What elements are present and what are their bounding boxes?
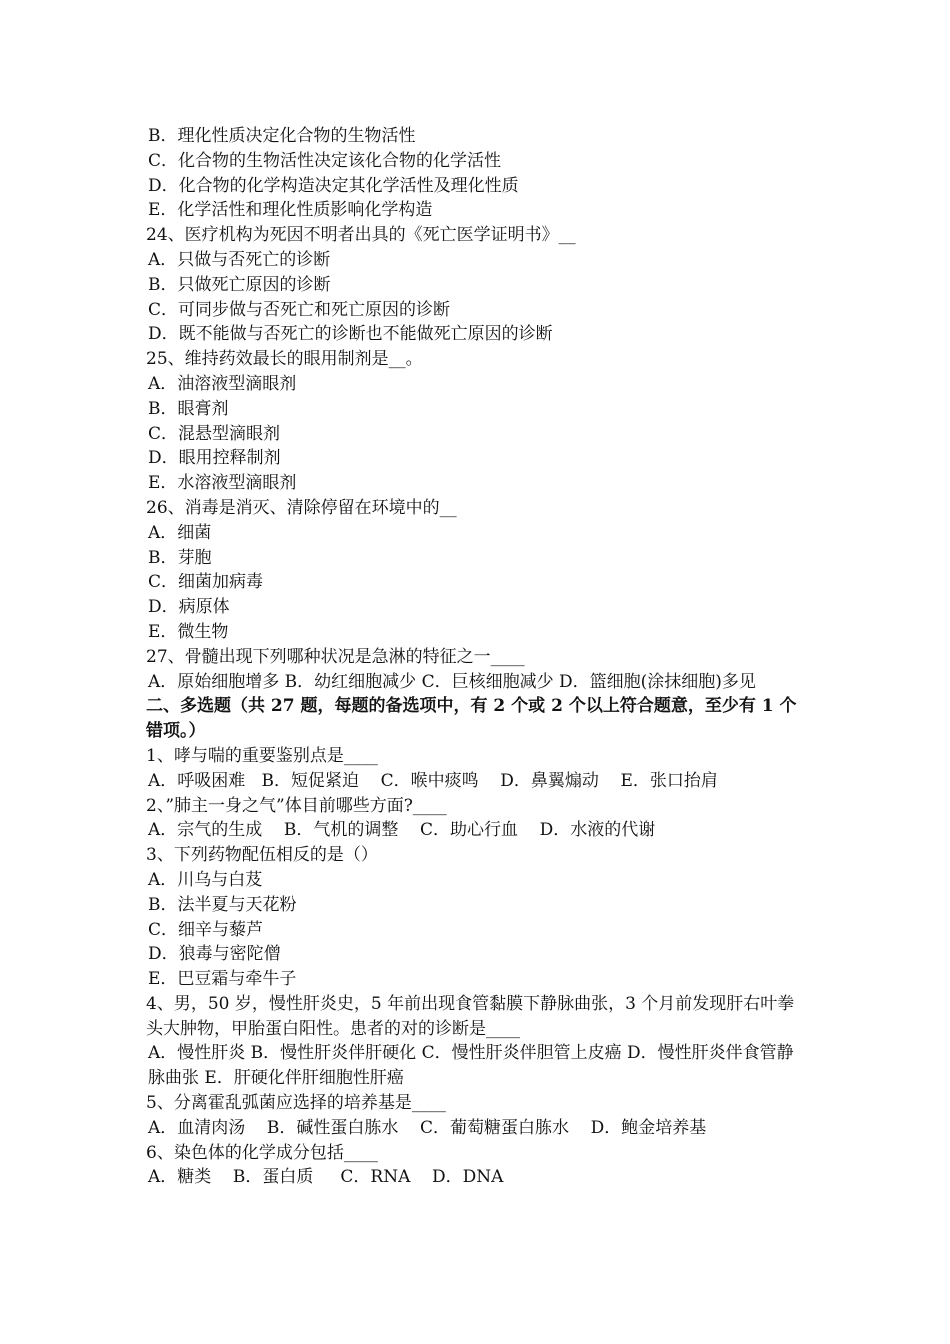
question-line: 6、染色体的化学成分包括____: [146, 1142, 378, 1163]
option-line: E．水溶液型滴眼剂: [148, 473, 297, 494]
option-line: A．宗气的生成 B．气机的调整 C．助心行血 D．水液的代谢: [148, 820, 656, 841]
option-line: A．川乌与白芨: [148, 869, 263, 890]
option-line: C．细辛与藜芦: [148, 919, 264, 940]
question-line: 1、哮与喘的重要鉴别点是____: [146, 745, 378, 766]
option-line: B．芽胞: [148, 547, 212, 568]
question-line: 4、男，50 岁，慢性肝炎史，5 年前出现食管黏膜下静脉曲张，3 个月前发现肝右叶拳头大肿物，甲胎蛋白阳性。患者的对的诊断是____: [146, 993, 795, 1039]
question-line: 24、医疗机构为死因不明者出具的《死亡医学证明书》__: [146, 225, 576, 246]
option-line: C．混悬型滴眼剂: [148, 423, 281, 444]
question-line: 25、维持药效最长的眼用制剂是__。: [146, 349, 423, 370]
question-line: 2、”肺主一身之气”体目前哪些方面?____: [146, 795, 447, 816]
option-line: B．理化性质决定化合物的生物活性: [148, 126, 416, 146]
option-line: D．既不能做与否死亡的诊断也不能做死亡原因的诊断: [148, 324, 553, 345]
option-line: A．呼吸困难 B．短促紧迫 C．喉中痰鸣 D．鼻翼煽动 E．张口抬肩: [148, 770, 718, 791]
option-line: C．细菌加病毒: [148, 572, 264, 593]
option-line: B．眼膏剂: [148, 398, 229, 419]
option-line: A．油溶液型滴眼剂: [148, 373, 297, 394]
option-line: A．血清肉汤 B．碱性蛋白胨水 C．葡萄糖蛋白胨水 D．鲍金培养基: [148, 1117, 707, 1138]
option-line: A．原始细胞增多 B．幼红细胞减少 C．巨核细胞减少 D．篮细胞(涂抹细胞)多见: [148, 671, 756, 692]
option-line: D．病原体: [148, 597, 230, 618]
question-line: 5、分离霍乱弧菌应选择的培养基是____: [146, 1093, 446, 1114]
option-line: D．化合物的化学构造决定其化学活性及理化性质: [148, 175, 519, 196]
option-line: E．化学活性和理化性质影响化学构造: [148, 200, 433, 221]
option-line: A．只做与否死亡的诊断: [148, 249, 331, 270]
option-line: D．狼毒与密陀僧: [148, 944, 281, 965]
question-line: 26、消毒是消灭、清除停留在环境中的__: [146, 497, 457, 518]
option-line: E．微生物: [148, 621, 229, 642]
option-line: D．眼用控释制剂: [148, 448, 281, 469]
option-line: B．只做死亡原因的诊断: [148, 274, 331, 295]
option-line: C．化合物的生物活性决定该化合物的化学活性: [148, 150, 502, 171]
section-heading: 二、多选题（共 27 题，每题的备选项中，有 2 个或 2 个以上符合题意，至少有 1 个错项。）: [146, 696, 797, 742]
option-line: B．法半夏与天花粉: [148, 894, 297, 915]
option-line: A．糖类 B．蛋白质 C．RNA D．DNA: [148, 1167, 504, 1188]
option-line: A．细菌: [148, 522, 212, 543]
question-line: 27、骨髓出现下列哪种状况是急淋的特征之一____: [146, 646, 525, 667]
option-line: A．慢性肝炎 B．慢性肝炎伴肝硬化 C．慢性肝炎伴胆管上皮癌 D．慢性肝炎伴食管静脉曲张 E．肝硬化伴肝细胞性肝癌: [148, 1043, 794, 1089]
exam-content: [146, 124, 808, 1190]
question-line: 3、下列药物配伍相反的是（）: [146, 845, 378, 866]
option-line: C．可同步做与否死亡和死亡原因的诊断: [148, 299, 451, 320]
option-line: E．巴豆霜与牵牛子: [148, 969, 297, 990]
